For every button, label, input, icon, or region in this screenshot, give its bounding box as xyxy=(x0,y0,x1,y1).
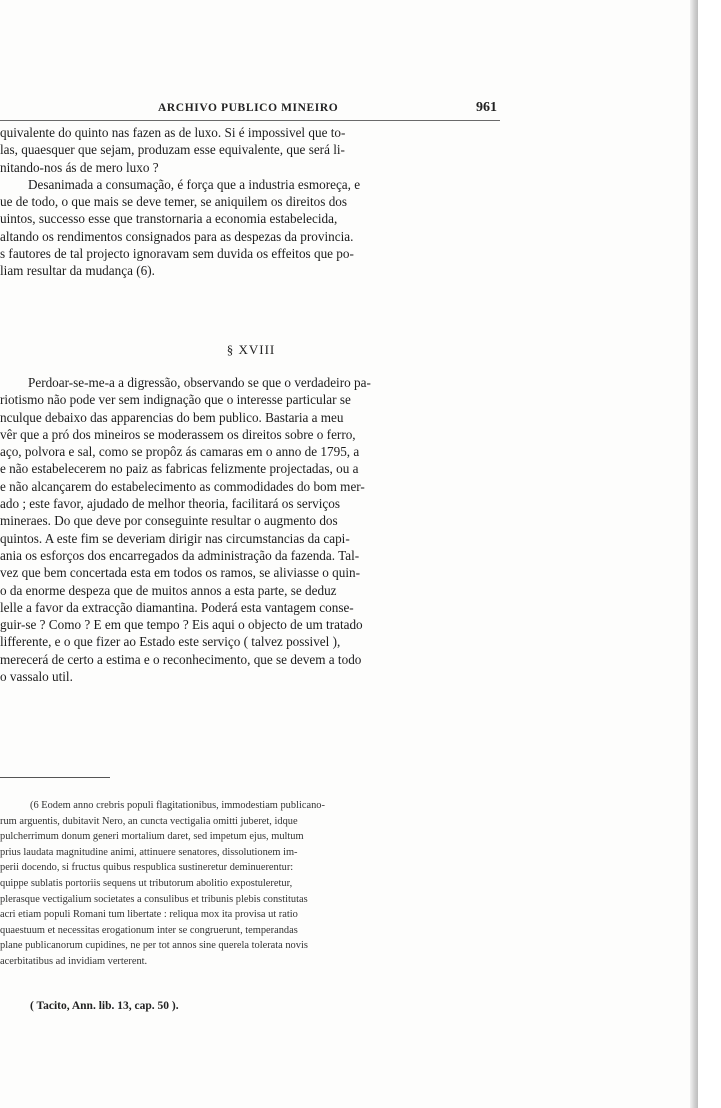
text-line: las, quaesquer que sejam, produzam esse equivalente, que será li- xyxy=(0,142,345,158)
header-rule xyxy=(0,120,500,121)
footnote-line: rum arguentis, dubitavit Nero, an cuncta vectigalia omitti juberet, idque xyxy=(0,815,298,827)
text-line: lelle a favor da extracção diamantina. Poderá esta vantagem conse- xyxy=(0,599,354,615)
text-line: quintos. A este fim se deveriam dirigir nas circumstancias da capi- xyxy=(0,530,350,546)
text-line: Perdoar-se-me-a a digressão, observando se que o verdadeiro pa- xyxy=(28,375,371,390)
text-line: guir-se ? Como ? E em que tempo ? Eis aqui o objecto de um tratado xyxy=(0,617,363,633)
footnote-line: acerbitatibus ad invidiam verterent. xyxy=(0,955,148,967)
text-line: nitando-nos ás de mero luxo ? xyxy=(0,159,159,175)
paragraph-3 xyxy=(0,374,502,685)
section-heading: § XVIII xyxy=(226,342,276,357)
text-line: nculque debaixo das apparencias do bem publico. Bastaria a meu xyxy=(0,409,344,425)
text-line: vêr que a pró dos mineiros se moderassem os direitos sobre o ferro, xyxy=(0,426,356,442)
text-line: mineraes. Do que deve por conseguinte resultar o augmento dos xyxy=(0,513,338,529)
text-line: riotismo não pode ver sem indignação que o interesse particular se xyxy=(0,392,351,408)
text-line: uintos, successo esse que transtornaria a economia estabelecida, xyxy=(0,211,338,227)
body-text-main xyxy=(0,374,502,685)
text-line: Desanimada a consumação, é força que a industria esmoreça, e xyxy=(28,176,361,192)
page-number: 961 xyxy=(476,100,497,115)
running-head xyxy=(0,100,520,122)
footnote-line: quaestuum et necessitas erogationum inter se congruerunt, temperandas xyxy=(0,924,298,936)
footnote-citation: ( Tacito, Ann. lib. 13, cap. 50 ). xyxy=(30,1000,179,1012)
text-line: ue de todo, o que mais se deve temer, se aniquilem os direitos dos xyxy=(0,194,348,210)
text-line: vez que bem concertada esta em todos os ramos, se aliviasse o quin- xyxy=(0,565,360,581)
page-gutter-shadow xyxy=(690,0,698,1108)
page-edge xyxy=(698,0,721,1108)
text-line: quivalente do quinto nas fazen as de luxo. Si é impossivel que to- xyxy=(0,125,346,140)
footnote-line: perii docendo, si fructus quibus respublica sustineretur deminuerentur: xyxy=(0,862,294,874)
footnote-line: acri etiam populi Romani tum libertate : reliqua mox ita provisa ut ratio xyxy=(0,909,298,921)
text-line: aço, polvora e sal, como se propôz ás camaras em o anno de 1795, a xyxy=(0,444,360,460)
paragraph-2 xyxy=(0,176,502,280)
text-line: liam resultar da mudança (6). xyxy=(0,263,155,279)
footnote-line: plerasque vectigalium societates a consulibus et tribunis plebis constitutas xyxy=(0,893,308,905)
footnote xyxy=(0,798,502,970)
body-text-top xyxy=(0,124,502,280)
footnote-line: prius laudata magnitudine animi, attinuere senatores, dissolutionem im- xyxy=(0,846,298,858)
footnote-line: pulcherrimum donum generi mortalium daret, sed impetum ejus, multum xyxy=(0,831,304,843)
footnote-line: plane publicanorum cupidines, ne per tot annos sine querela tolerata novis xyxy=(0,940,308,952)
footnote-line: (6 Eodem anno crebris populi flagitationibus, immodestiam publicano- xyxy=(30,800,325,811)
paragraph-1 xyxy=(0,124,502,176)
text-line: altando os rendimentos consignados para as despezas da provincia. xyxy=(0,228,354,244)
text-line: e não alcançarem do estabelecimento as commodidades do bom mer- xyxy=(0,478,365,494)
text-line: merecerá de certo a estima e o reconhecimento, que se devem a todo xyxy=(0,651,362,667)
text-line: ado ; este favor, ajudado de melhor theoria, facilitará os serviços xyxy=(0,496,341,512)
footnote-rule xyxy=(0,777,110,778)
text-line: o vassalo util. xyxy=(0,669,73,685)
text-line: lifferente, e o que fizer ao Estado este serviço ( talvez possivel ), xyxy=(0,634,341,650)
text-line: o da enorme despeza que de muitos annos a esta parte, se deduz xyxy=(0,582,337,598)
text-line: ania os esforços dos encarregados da administração da fazenda. Tal- xyxy=(0,547,360,563)
text-line: e não estabelecerem no paiz as fabricas felizmente projectadas, ou a xyxy=(0,461,359,477)
running-title: ARCHIVO PUBLICO MINEIRO xyxy=(158,102,339,114)
footnote-line: quippe sublatis portoriis sequens ut tributorum abolitio expostuleretur, xyxy=(0,877,293,889)
text-line: s fautores de tal projecto ignoravam sem duvida os effeitos que po- xyxy=(0,246,354,262)
